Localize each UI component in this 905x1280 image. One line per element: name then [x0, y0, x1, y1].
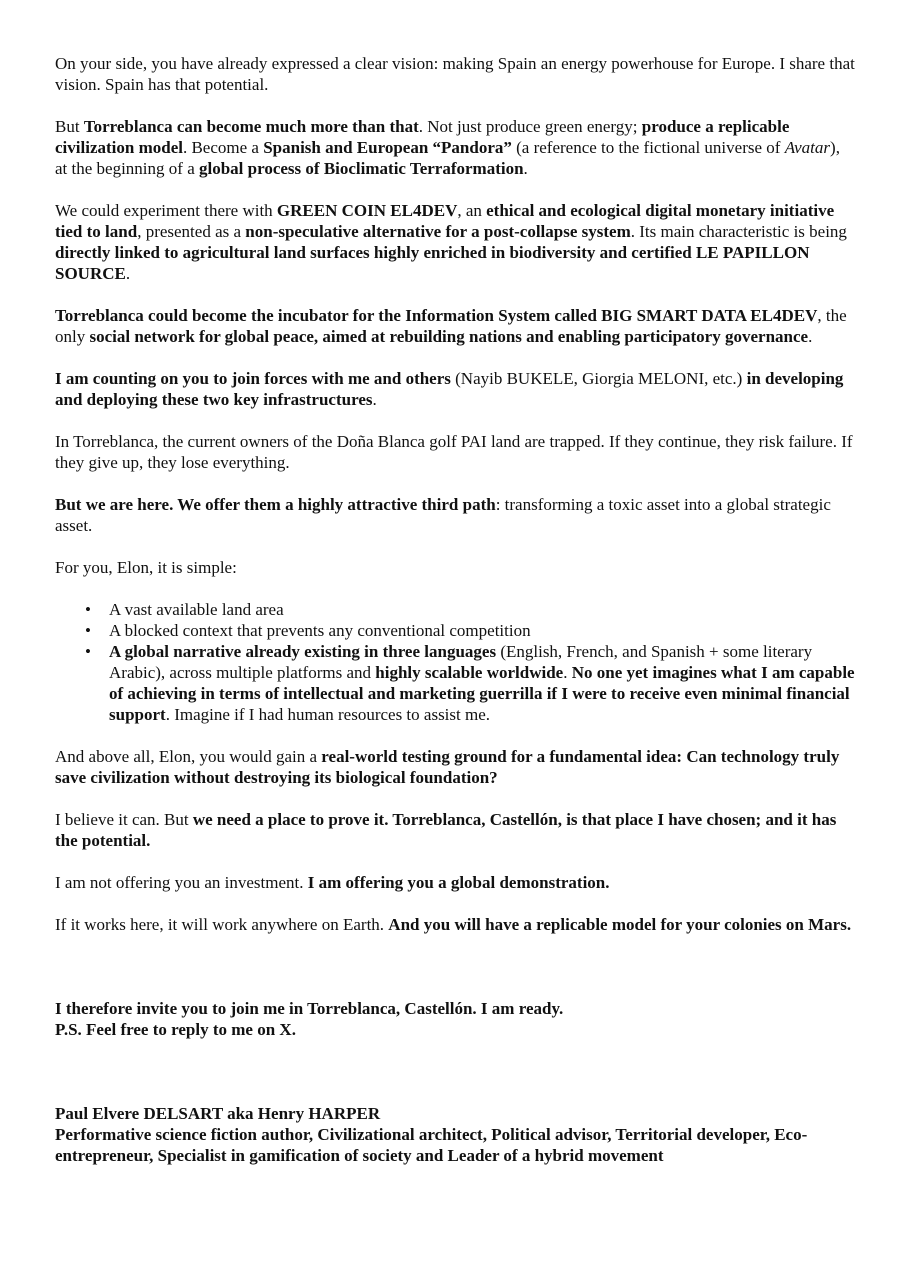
bold-text: ethical and ecological digital monetary initiative tied to land: [55, 201, 835, 241]
paragraph: [55, 746, 855, 788]
paragraph: [55, 200, 855, 284]
bold-text: we need a place to prove it. Torreblanca, Castellón, is that place I have chosen; and it has the potential.: [55, 810, 837, 850]
bold-text: A global narrative already existing in three languages: [109, 642, 497, 661]
bold-text: non-speculative alternative for a post-collapse system: [245, 222, 631, 241]
signature-name: Paul Elvere DELSART aka Henry HARPER: [55, 1104, 381, 1123]
paragraph: [55, 914, 855, 935]
postscript-line: P.S. Feel free to reply to me on X.: [55, 1020, 296, 1039]
text-run: .: [563, 663, 572, 682]
body-paragraphs: [55, 53, 855, 578]
text-run: We could experiment there with: [55, 201, 277, 220]
paragraph: [55, 557, 855, 578]
text-run: (a reference to the fictional universe of: [511, 138, 785, 157]
bold-text: I am counting on you to join forces with me and others: [55, 369, 451, 388]
bold-text: real-world testing ground for a fundamental idea: Can technology truly save civilization without destroying its biological foundation?: [55, 747, 840, 787]
text-run: . Its main characteristic is being: [630, 222, 847, 241]
text-run: . Imagine if I had human resources to assist me.: [165, 705, 491, 724]
text-run: I am not offering you an investment.: [55, 873, 308, 892]
bold-text: in developing and deploying these two key infrastructures: [55, 369, 844, 409]
text-run: .: [372, 390, 377, 409]
text-run: A blocked context that prevents any conventional competition: [109, 621, 531, 640]
text-run: And above all, Elon, you would gain a: [55, 747, 322, 766]
text-run: .: [523, 159, 528, 178]
bold-text: Spanish and European “Pandora”: [263, 138, 512, 157]
text-run: .: [125, 264, 131, 283]
letter-page: [55, 53, 855, 1166]
text-run: (English, French, and Spanish + some literary Arabic), across multiple platforms and: [109, 642, 813, 682]
text-run: .: [808, 327, 813, 346]
text-run: If it works here, it will work anywhere on Earth.: [55, 915, 389, 934]
invitation-line: I therefore invite you to join me in Torreblanca, Castellón. I am ready.: [55, 999, 564, 1018]
paragraph: [55, 305, 855, 347]
bold-text: produce a replicable civilization model: [55, 117, 790, 157]
text-run: , an: [457, 201, 487, 220]
paragraph: [55, 368, 855, 410]
paragraph: [55, 53, 855, 95]
bold-text: No one yet imagines what I am capable of achieving in terms of intellectual and marketing guerrilla if I were to receive even minimal financial support: [109, 663, 855, 724]
bold-text: But we are here. We offer them a highly attractive third path: [55, 495, 496, 514]
conclusion-paragraphs: [55, 746, 855, 935]
paragraph: [55, 431, 855, 473]
text-run: , the only: [55, 306, 847, 346]
advantages-list: [55, 599, 855, 725]
text-run: . Not just produce green energy;: [418, 117, 642, 136]
bold-text: I am offering you a global demonstration.: [307, 873, 610, 892]
bold-text: Torreblanca can become much more than that: [83, 117, 419, 136]
paragraph: [55, 116, 855, 179]
text-run: . Become a: [182, 138, 264, 157]
text-run: I believe it can. But: [55, 810, 193, 829]
signature-titles: Performative science fiction author, Civilizational architect, Political advisor, Territorial developer, Eco-entrepreneur, Specialist in gamification of society and Leader of a hybrid movement: [55, 1125, 808, 1165]
bullet-item: [109, 620, 855, 641]
text-run: ), at the beginning of a: [55, 138, 840, 178]
bold-text: social network for global peace, aimed at rebuilding nations and enabling participatory governance: [89, 327, 809, 346]
bold-text: directly linked to agricultural land surfaces highly enriched in biodiversity and certified LE PAPILLON SOURCE: [55, 243, 810, 283]
text-run: But: [55, 117, 84, 136]
paragraph: [55, 494, 855, 536]
bold-text: GREEN COIN EL4DEV: [276, 201, 458, 220]
text-run: A vast available land area: [109, 600, 284, 619]
text-run: , presented as a: [137, 222, 246, 241]
text-run: On your side, you have already expressed a clear vision: making Spain an energy powerhouse for Europe. I share that vision. Spain has that potential.: [55, 54, 855, 94]
bullet-item: [109, 641, 855, 725]
bold-text: global process of Bioclimatic Terraformation: [199, 159, 524, 178]
text-run: For you, Elon, it is simple:: [55, 558, 237, 577]
italic-text: Avatar: [784, 138, 831, 157]
text-run: : transforming a toxic asset into a global strategic asset.: [55, 495, 831, 535]
bold-text: highly scalable worldwide: [375, 663, 564, 682]
paragraph: [55, 809, 855, 851]
bullet-item: [109, 599, 855, 620]
paragraph: [55, 872, 855, 893]
text-run: (Nayib BUKELE, Giorgia MELONI, etc.): [450, 369, 747, 388]
bold-text: Torreblanca could become the incubator for the Information System called BIG SMART DATA EL4DEV: [55, 306, 818, 325]
bold-text: And you will have a replicable model for your colonies on Mars.: [388, 915, 852, 934]
text-run: In Torreblanca, the current owners of the Doña Blanca golf PAI land are trapped. If they continue, they risk failure. If they give up, they lose everything.: [55, 432, 853, 472]
